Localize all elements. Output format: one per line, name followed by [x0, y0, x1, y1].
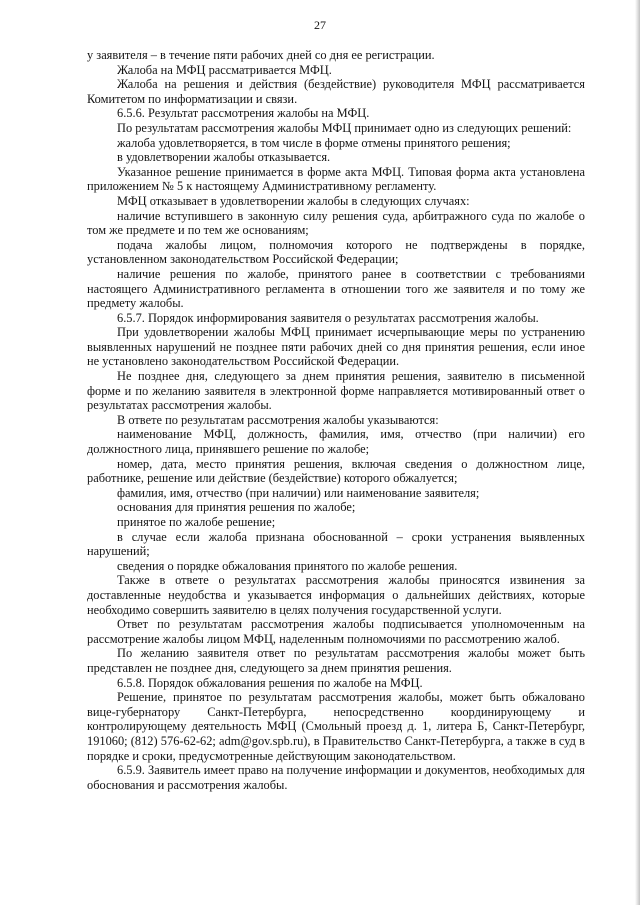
- paragraph: Указанное решение принимается в форме акта МФЦ. Типовая форма акта установлена приложением № 5 к настоящему Административному регламенту.: [87, 164, 585, 194]
- body-text: [87, 48, 585, 792]
- paragraph: Решение, принятое по результатам рассмотрения жалобы, может быть обжаловано вице-губернатору Санкт-Петербурга, непосредственно координирующему и контролирующему деятельность МФЦ (Смольный проезд д. 1, литера Б, Санкт-Петербург, 191060; (812) 576-62-62; adm@gov.spb.ru), в Правительство Санкт-Петербурга, а также в суд в порядке и сроки, предусмотренные действующим законодательством.: [87, 690, 585, 763]
- list-item: в удовлетворении жалобы отказывается.: [117, 150, 331, 165]
- scan-edge-shadow: [635, 0, 640, 905]
- list-item: жалоба удовлетворяется, в том числе в форме отмены принятого решения;: [117, 135, 511, 150]
- paragraph: Жалоба на решения и действия (бездействие) руководителя МФЦ рассматривается Комитетом по информатизации и связи.: [87, 77, 585, 106]
- list-item: наличие вступившего в законную силу решения суда, арбитражного суда по жалобе о том же предмете и по тем же основаниям;: [87, 208, 585, 238]
- section-heading: 6.5.7. Порядок информирования заявителя о результатах рассмотрения жалобы.: [117, 310, 539, 325]
- paragraph: В ответе по результатам рассмотрения жалобы указываются:: [117, 412, 439, 427]
- paragraph: у заявителя – в течение пяти рабочих дней со дня ее регистрации.: [87, 48, 435, 62]
- list-item: номер, дата, место принятия решения, включая сведения о должностном лице, работнике, решение или действие (бездействие) которого обжалуется;: [87, 456, 585, 486]
- section-heading: 6.5.9. Заявитель имеет право на получение информации и документов, необходимых для обоснования и рассмотрения жалобы.: [87, 763, 585, 792]
- paragraph: По желанию заявителя ответ по результатам рассмотрения жалобы может быть представлен не позднее дня, следующего за днем принятия решения.: [87, 646, 585, 675]
- list-item: принятое по жалобе решение;: [117, 515, 276, 529]
- page-number: 27: [314, 18, 326, 32]
- list-item: подача жалобы лицом, полномочия которого не подтверждены в порядке, установленном законодательством Российской Федерации;: [87, 237, 585, 267]
- paragraph: Не позднее дня, следующего за днем принятия решения, заявителю в письменной форме и по желанию заявителя в электронной форме направляется мотивированный ответ о результатах рассмотрения жалобы.: [87, 369, 585, 413]
- list-item: фамилия, имя, отчество (при наличии) или наименование заявителя;: [117, 485, 480, 500]
- paragraph: При удовлетворении жалобы МФЦ принимает исчерпывающие меры по устранению выявленных нарушений не позднее пяти рабочих дней со дня принятия решения, если иное не установлено законодательством Российской Федерации.: [87, 325, 585, 369]
- list-item: наличие решения по жалобе, принятого ранее в соответствии с требованиями настоящего Административного регламента в отношении того же заявителя и по тому же предмету жалобы.: [87, 266, 585, 311]
- section-heading: 6.5.8. Порядок обжалования решения по жалобе на МФЦ.: [117, 675, 423, 690]
- list-item: сведения о порядке обжалования принятого по жалобе решения.: [117, 558, 458, 573]
- paragraph: По результатам рассмотрения жалобы МФЦ принимает одно из следующих решений:: [117, 120, 572, 135]
- list-item: наименование МФЦ, должность, фамилия, имя, отчество (при наличии) его должностного лица, принявшего решение по жалобе;: [87, 427, 585, 457]
- section-heading: 6.5.6. Результат рассмотрения жалобы на МФЦ.: [117, 106, 370, 121]
- paragraph: МФЦ отказывает в удовлетворении жалобы в следующих случаях:: [117, 193, 470, 208]
- paragraph: Также в ответе о результатах рассмотрения жалобы приносятся извинения за доставленные неудобства и указывается информация о дальнейших действиях, которые необходимо совершить заявителю в целях получения государственной услуги.: [87, 573, 585, 617]
- paragraph: Ответ по результатам рассмотрения жалобы подписывается уполномоченным на рассмотрение жалобы лицом МФЦ, наделенным полномочиями по рассмотрению жалоб.: [87, 617, 585, 646]
- paragraph: Жалоба на МФЦ рассматривается МФЦ.: [117, 62, 332, 77]
- list-item: в случае если жалоба признана обоснованной – сроки устранения выявленных нарушений;: [87, 529, 585, 559]
- list-item: основания для принятия решения по жалобе;: [117, 500, 356, 515]
